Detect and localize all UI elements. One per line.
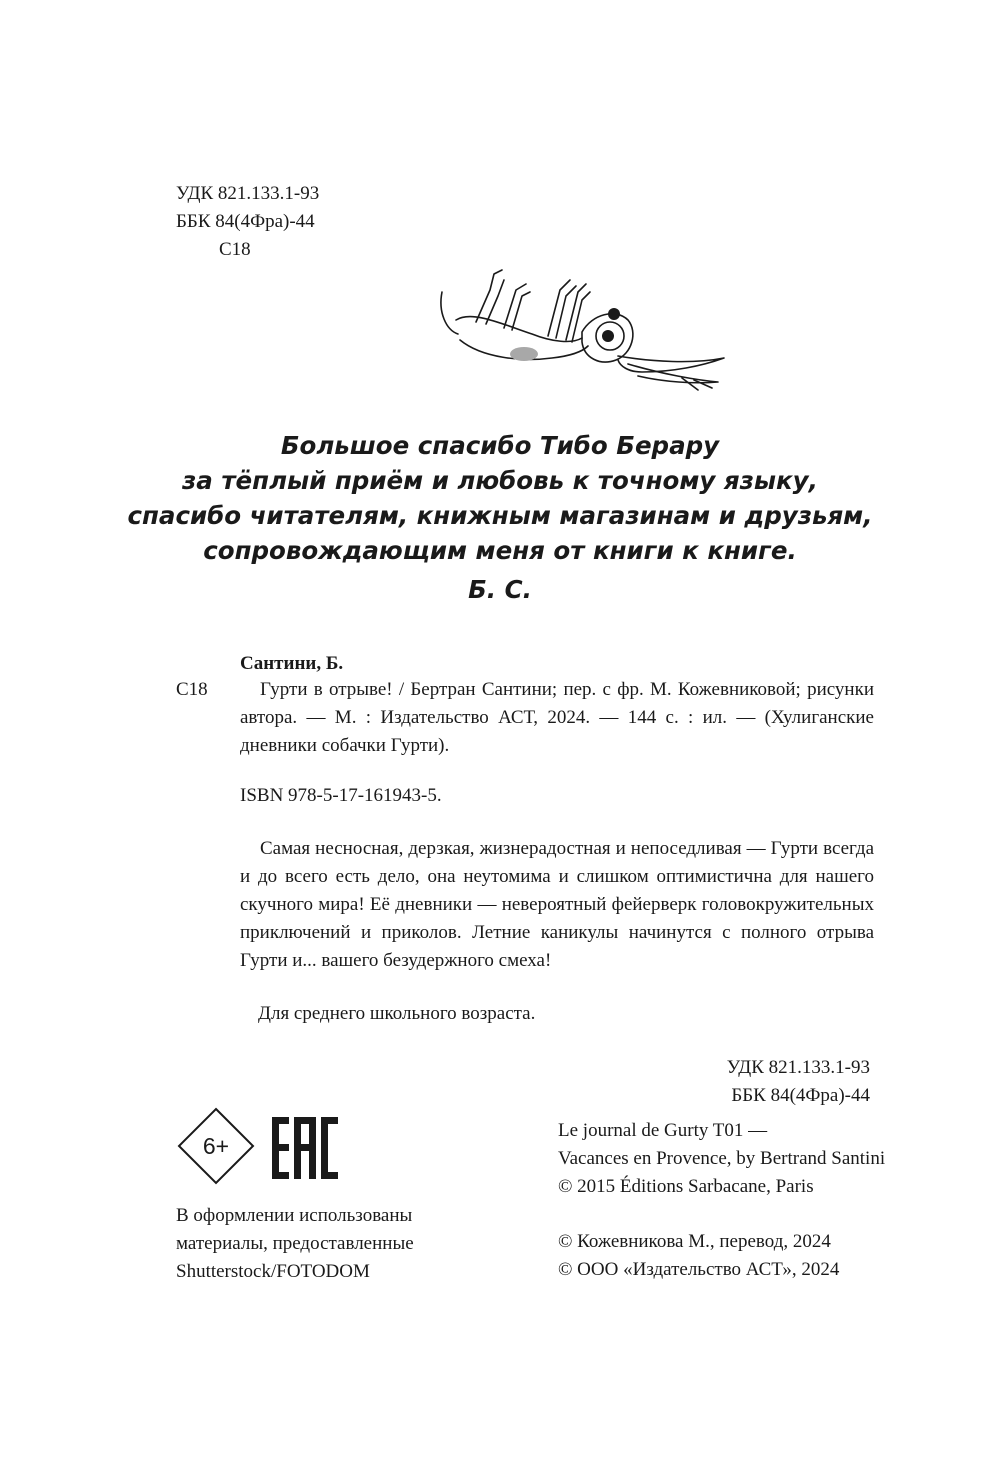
materials-line: Shutterstock/FOTODOM bbox=[176, 1261, 370, 1282]
dog-spot bbox=[510, 347, 538, 361]
eac-mark bbox=[272, 1117, 338, 1179]
dedication-line: за тёплый приём и любовь к точному языку, bbox=[182, 466, 818, 495]
dedication bbox=[100, 428, 900, 607]
copyright bbox=[558, 1228, 888, 1284]
original-line: Le journal de Gurty T01 — bbox=[558, 1120, 768, 1141]
dog-hind-leg-2b bbox=[512, 292, 530, 330]
original-line: Vacances en Provence, by Bertrand Santini bbox=[558, 1148, 886, 1169]
dedication-line: Большое спасибо Тибо Берару bbox=[280, 431, 720, 460]
dedication-signature: Б. С. bbox=[468, 575, 532, 604]
dog-ear-1 bbox=[618, 356, 724, 372]
catalog-description-text: Гурти в отрыве! / Бертран Сантини; пер. с фр. М. Кожевниковой; рисунки автора. — М. : Издательство АСТ, 2024. — 144 с. : ил. — (Хулиганские дневники собачки Гурти). bbox=[240, 679, 874, 756]
catalog-code: С18 bbox=[176, 679, 208, 700]
materials-line: В оформлении использованы bbox=[176, 1205, 413, 1226]
copyright-line: © Кожевникова М., перевод, 2024 bbox=[558, 1231, 831, 1252]
copyright-line: © ООО «Издательство АСТ», 2024 bbox=[558, 1259, 840, 1280]
dog-nose bbox=[608, 308, 620, 320]
bbk-code: ББК 84(4Фра)-44 bbox=[731, 1085, 870, 1106]
materials-line: материалы, предоставленные bbox=[176, 1233, 414, 1254]
catalog-description bbox=[240, 676, 874, 760]
materials-note bbox=[176, 1202, 426, 1286]
dog-tail bbox=[441, 292, 458, 334]
original-edition bbox=[558, 1117, 888, 1201]
dog-back bbox=[456, 317, 582, 342]
annotation: Самая несносная, дерзкая, жизнерадостная и непоседливая — Гурти всегда и до всего есть дело, она неутомима и слишком оптимистична для нашего скучного мира! Её дневники — невероятный фейерверк головокружительных приключений и приколов. Летние каникулы начинутся с полного отрыва Гурти и... вашего безудержного смеха! bbox=[240, 838, 874, 971]
dog-ear-2 bbox=[628, 364, 718, 383]
top-classification bbox=[176, 180, 396, 264]
author-mark: С18 bbox=[219, 239, 251, 260]
cartoon-dog-icon bbox=[432, 262, 732, 402]
original-line: © 2015 Éditions Sarbacane, Paris bbox=[558, 1176, 814, 1197]
bottom-classification bbox=[700, 1054, 870, 1110]
dedication-line: спасибо читателям, книжным магазинам и друзьям, bbox=[127, 501, 873, 530]
udk-code: УДК 821.133.1-93 bbox=[726, 1057, 870, 1078]
dog-hind-leg-1b bbox=[486, 280, 504, 324]
dog-pupil bbox=[602, 330, 614, 342]
age-note: Для среднего школьного возраста. bbox=[258, 1003, 536, 1024]
catalog-author: Сантини, Б. bbox=[240, 653, 344, 674]
age-rating-badge bbox=[177, 1107, 255, 1185]
age-rating-text: 6+ bbox=[202, 1133, 230, 1159]
udk-code: УДК 821.133.1-93 bbox=[176, 183, 320, 204]
isbn: ISBN 978-5-17-161943-5. bbox=[240, 785, 442, 806]
dedication-line: сопровождающим меня от книги к книге. bbox=[203, 536, 797, 565]
dog-front-leg-2b bbox=[572, 292, 590, 342]
bbk-code: ББК 84(4Фра)-44 bbox=[176, 211, 315, 232]
